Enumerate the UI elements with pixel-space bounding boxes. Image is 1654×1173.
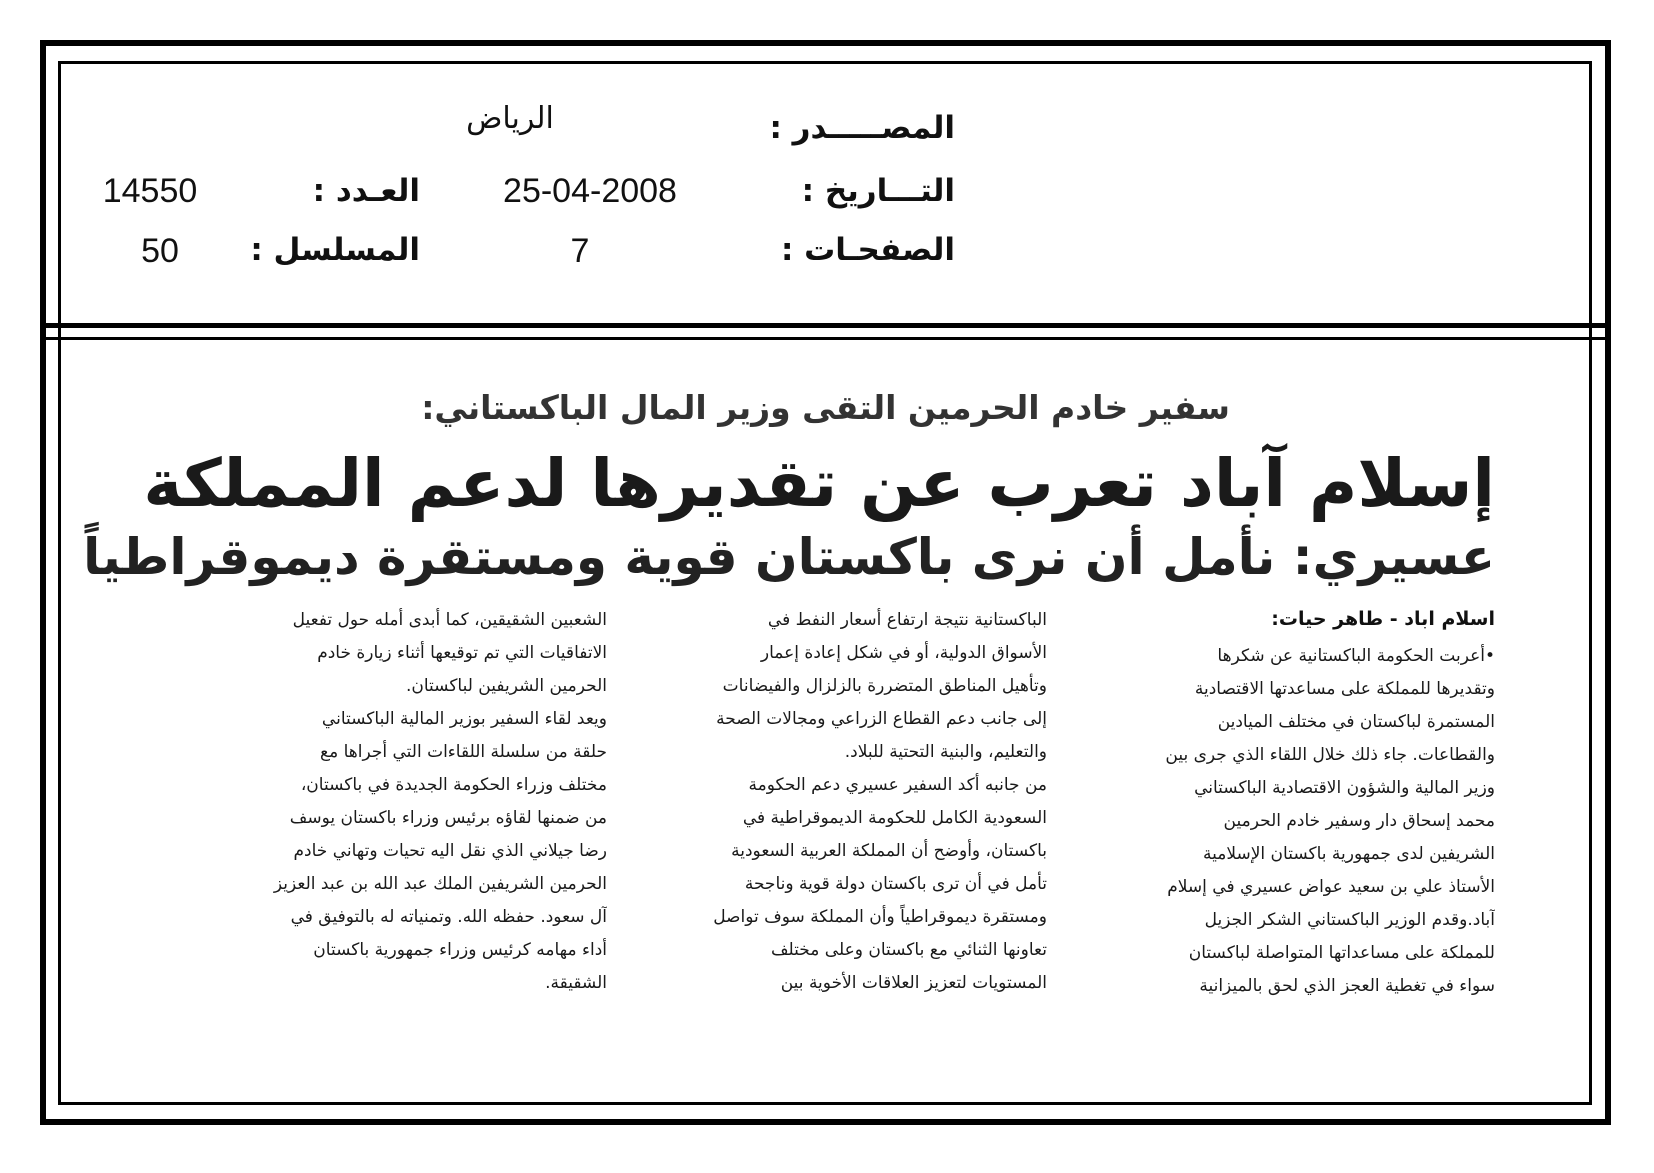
article-line: تعاونها الثنائي مع باكستان وعلى مختلف xyxy=(770,940,1047,960)
issue-value: 14550 xyxy=(102,172,198,210)
article-headline: إسلام آباد تعرب عن تقديرها لدعم المملكة xyxy=(143,445,1495,522)
article-line: والتعليم، والبنية التحتية للبلاد. xyxy=(844,742,1047,762)
date-value: 25-04-2008 xyxy=(503,172,677,210)
article-line: المستويات لتعزيز العلاقات الأخوية بين xyxy=(780,973,1047,993)
header-divider xyxy=(40,323,1611,340)
issue-label: العـدد : xyxy=(312,173,420,209)
article-line: وتأهيل المناطق المتضررة بالزلزال والفيضانات xyxy=(722,676,1047,696)
article-line: إلى جانب دعم القطاع الزراعي ومجالات الصحة xyxy=(716,709,1047,729)
article-line: والقطاعات. جاء ذلك خلال اللقاء الذي جرى بين xyxy=(1165,745,1495,765)
serial-label: المسلسل : xyxy=(250,232,420,268)
source-label: المصـــــدر : xyxy=(769,110,955,146)
article-line: •أعربت الحكومة الباكستانية عن شكرها xyxy=(1217,646,1495,666)
article-column-2 xyxy=(667,604,1047,1000)
article-line: آل سعود. حفظه الله. وتمنياته له بالتوفيق في xyxy=(290,907,607,927)
article-subhead: عسيري: نأمل أن نرى باكستان قوية ومستقرة ديموقراطياً xyxy=(83,528,1495,586)
serial-value: 50 xyxy=(141,232,179,270)
article-line: سواء في تغطية العجز الذي لحق بالميزانية xyxy=(1199,976,1495,996)
article-line: الحرمين الشريفين لباكستان. xyxy=(405,676,607,696)
article-column-3 xyxy=(227,604,607,1000)
article-kicker: سفير خادم الحرمين التقى وزير المال الباكستاني: xyxy=(421,388,1230,427)
article-line: من جانبه أكد السفير عسيري دعم الحكومة xyxy=(748,775,1047,795)
pages-label: الصفحـات : xyxy=(780,232,955,268)
article-line: الأستاذ علي بن سعيد عواض عسيري في إسلام xyxy=(1167,877,1495,897)
article-line: الشريفين لدى جمهورية باكستان الإسلامية xyxy=(1202,844,1495,864)
article-line: رضا جيلاني الذي نقل اليه تحيات وتهاني خادم xyxy=(293,841,607,861)
article-line: آباد.وقدم الوزير الباكستاني الشكر الجزيل xyxy=(1204,910,1495,930)
article-line: الحرمين الشريفين الملك عبد الله بن عبد العزيز xyxy=(273,874,607,894)
article-line: محمد إسحاق دار وسفير خادم الحرمين xyxy=(1223,811,1495,831)
article-line: حلقة من سلسلة اللقاءات التي أجراها مع xyxy=(320,742,607,762)
article-line: وتقديرها للمملكة على مساعدتها الاقتصادية xyxy=(1194,679,1495,699)
article-byline: اسلام اباد - طاهر حيات: xyxy=(1271,608,1495,630)
article-line: تأمل في أن ترى باكستان دولة قوية وناجحة xyxy=(744,874,1047,894)
pages-value: 7 xyxy=(570,232,590,270)
article-line: من ضمنها لقاؤه برئيس وزراء باكستان يوسف xyxy=(289,808,607,828)
article-line: السعودية الكامل للحكومة الديموقراطية في xyxy=(742,808,1047,828)
article-line: الباكستانية نتيجة ارتفاع أسعار النفط في xyxy=(767,610,1047,630)
article-line: ويعد لقاء السفير بوزير المالية الباكستاني xyxy=(321,709,607,729)
article-line: باكستان، وأوضح أن المملكة العربية السعودية xyxy=(731,841,1047,861)
article-line: أداء مهامه كرئيس وزراء جمهورية باكستان xyxy=(313,940,607,960)
date-label: التـــاريخ : xyxy=(801,173,955,209)
source-value: الرياض xyxy=(466,101,554,136)
article-line: ومستقرة ديموقراطياً وأن المملكة سوف تواصل xyxy=(713,907,1047,927)
article-line: الاتفاقيات التي تم توقيعها أثناء زيارة خادم xyxy=(317,643,607,663)
article-line: وزير المالية والشؤون الاقتصادية الباكستاني xyxy=(1194,778,1495,798)
article-line: للمملكة على مساعداتها المتواصلة لباكستان xyxy=(1188,943,1495,963)
article-line: الشعبين الشقيقين، كما أبدى أمله حول تفعيل xyxy=(292,610,607,630)
article-line: مختلف وزراء الحكومة الجديدة في باكستان، xyxy=(300,775,607,795)
article-column-1 xyxy=(1115,640,1495,1003)
article-line: الشقيقة. xyxy=(545,973,607,993)
article-line: المستمرة لباكستان في مختلف الميادين xyxy=(1217,712,1495,732)
article-line: الأسواق الدولية، أو في شكل إعادة إعمار xyxy=(760,643,1047,663)
